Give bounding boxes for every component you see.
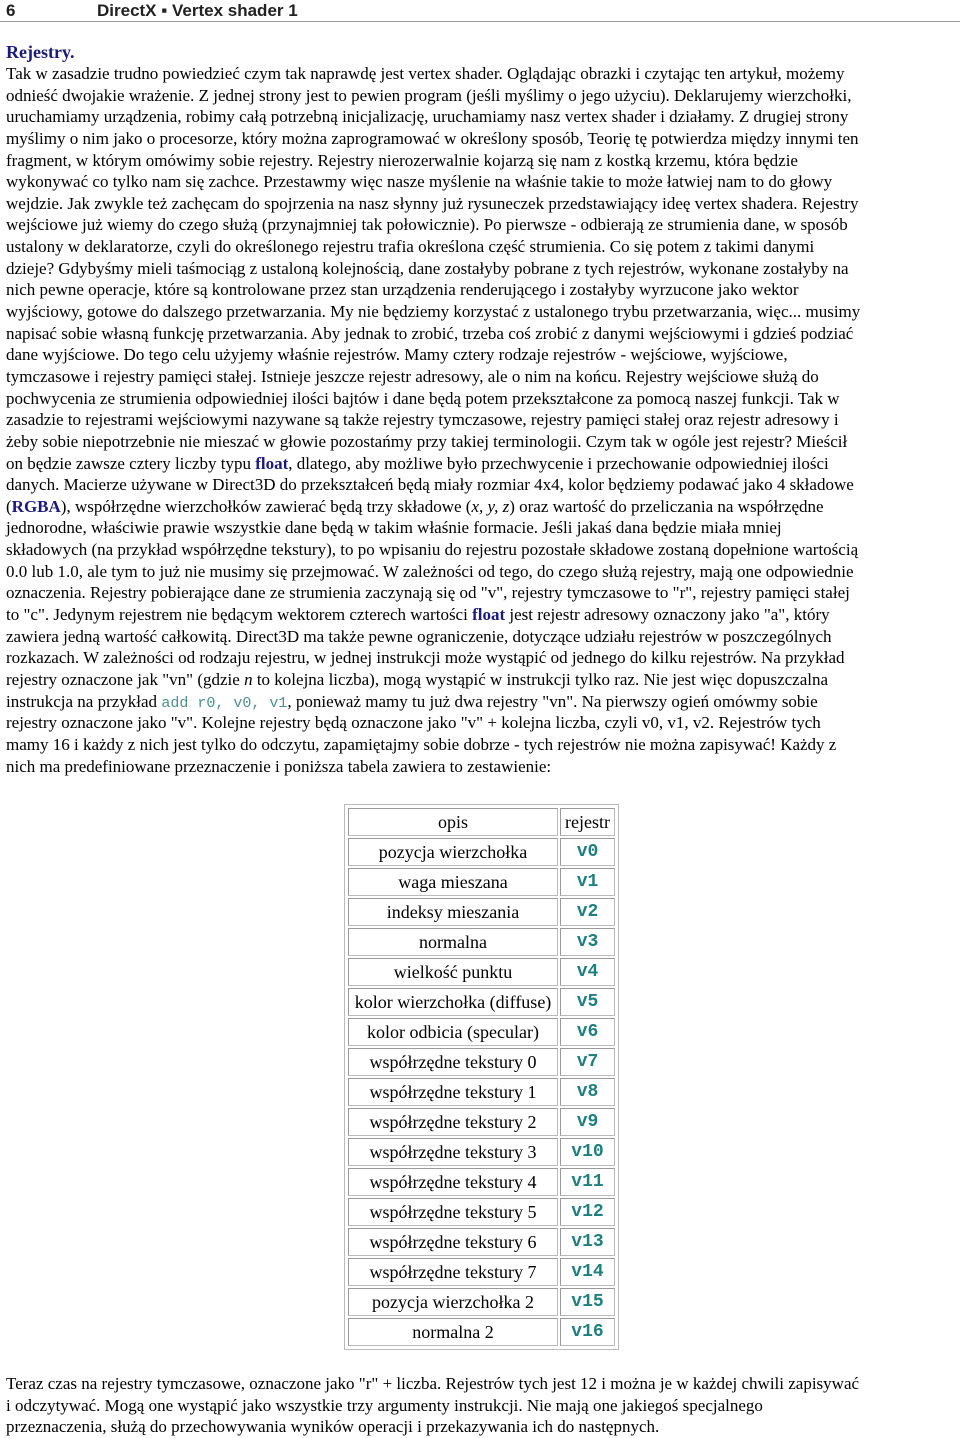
- text-run: odnieść dwojakie wrażenie. Z jednej strony jest to pewien program (jeśli myślimy o jego użyciu). Deklarujemy wierzchołki,: [6, 85, 852, 105]
- keyword: float: [255, 453, 289, 473]
- text-line: [6, 517, 956, 539]
- text-line: [6, 388, 956, 410]
- text-run: ) oraz wartość do przeliczania na współrzędne: [509, 496, 824, 516]
- header-cell-rejestr: rejestr: [560, 808, 615, 836]
- text-line: [6, 1416, 956, 1438]
- page-header: [0, 0, 960, 22]
- keyword: float: [472, 605, 506, 625]
- table-header-row: [348, 808, 615, 836]
- text-run: wejdzie. Jak zwykle też zachęcam do spojrzenia na nasz słynny już rysuneczek przedstawiający ideę vertex shadera. Rejestry: [6, 193, 859, 213]
- text-run: jest rejestr adresowy oznaczony jako "a", który: [505, 605, 830, 625]
- text-line: [6, 85, 956, 107]
- text-line: [6, 453, 956, 475]
- text-run: , ponieważ mamy tu już dwa rejestry "vn". Na pierwszy ogień omówmy sobie: [287, 691, 818, 711]
- text-line: [6, 193, 956, 215]
- text-line: [6, 236, 956, 258]
- text-line: [6, 669, 956, 691]
- table-row: [348, 898, 615, 926]
- register-cell: v11: [560, 1168, 615, 1196]
- keyword: RGBA: [11, 496, 61, 516]
- text-run: żeby sobie niepotrzebnie nie mieszać w głowie pozostańmy przy takiej terminologii. Czym tak w ogóle jest rejestr? Mieścił: [6, 431, 848, 451]
- description-cell: kolor odbicia (specular): [348, 1018, 558, 1046]
- text-line: [6, 431, 956, 453]
- table-row: [348, 928, 615, 956]
- table-row: [348, 1078, 615, 1106]
- register-cell: v12: [560, 1198, 615, 1226]
- text-run: dzieje? Gdybyśmy mieli taśmociąg z ustaloną kolejnością, dane zostałyby pobrane z tych rejestrów, wykonane zostałyby na: [6, 258, 849, 278]
- register-cell: v0: [560, 838, 615, 866]
- text-line: [6, 1395, 956, 1417]
- text-run: zasadzie to rejestrami wejściowymi nazywane są także rejestry tymczasowe, rejestry pamięci stałej oraz rejestr adresowy i: [6, 410, 839, 430]
- register-cell: v14: [560, 1258, 615, 1286]
- text-line: [6, 756, 956, 778]
- register-cell: v2: [560, 898, 615, 926]
- register-cell: v16: [560, 1318, 615, 1346]
- text-run: ), współrzędne wierzchołków zawierać będą trzy składowe (: [60, 496, 472, 516]
- text-run: pochwycenia ze strumienia odpowiedniej ilości bajtów i dane będą potem przekształcone za pomocą naszej funkcji. Tak w: [6, 388, 840, 408]
- text-run: 0.0 lub 1.0, ale tym to już nie musimy się przejmować. W zależności od tego, do czego służą rejestry, mają one odpowiednie: [6, 561, 854, 581]
- table-row: [348, 1108, 615, 1136]
- description-cell: pozycja wierzchołka 2: [348, 1288, 558, 1316]
- section-heading: Rejestry.: [6, 42, 75, 62]
- text-run: wykonywać co tylko nam się zachce. Przestawmy więc nasze myślenie na właśnie takie to może łatwiej nam to do głowy: [6, 172, 833, 192]
- text-run: wejściowe już wiemy do czego służą (przynajmniej tak połowicznie). Po pierwsze - odbierają ze strumienia dane, w sposób: [6, 215, 848, 235]
- text-run: fragment, w którym omówimy sobie rejestry. Rejestry nierozerwalnie kojarzą się nam z kostką krzemu, która będzie: [6, 150, 798, 170]
- text-run: tymczasowe i rejestry pamięci stałej. Istnieje jeszcze rejestr adresowy, ale o nim na końcu. Rejestry wejściowe służą do: [6, 366, 819, 386]
- footer-paragraph: [6, 1373, 956, 1438]
- text-run: składowych (na przykład współrzędne tekstury), to po wpisaniu do rejestru pozostałe składowe zostaną dopełnione wartością: [6, 540, 859, 560]
- description-cell: pozycja wierzchołka: [348, 838, 558, 866]
- register-cell: v13: [560, 1228, 615, 1256]
- table-row: [348, 1198, 615, 1226]
- text-line: [6, 106, 956, 128]
- register-cell: v8: [560, 1078, 615, 1106]
- text-run: dane wyjściowe. Do tego celu użyjemy właśnie rejestrów. Mamy cztery rodzaje rejestrów - wejściowe, wyjściowe,: [6, 345, 788, 365]
- page-number: 6: [6, 1, 16, 20]
- text-run: wyjściowy, gotowe do dalszego przetwarzania. My nie będziemy korzystać z ustalonego trybu przetwarzania, więc... musimy: [6, 302, 861, 322]
- description-cell: współrzędne tekstury 3: [348, 1138, 558, 1166]
- text-run: rejestry oznaczone jak "vn" (gdzie: [6, 669, 245, 689]
- header-cell-opis: opis: [348, 808, 558, 836]
- text-line: [6, 496, 956, 518]
- text-run: Teraz czas na rejestry tymczasowe, oznaczone jako "r" + liczba. Rejestrów tych jest 12 i można je w każdej chwili zapisywać: [6, 1374, 860, 1393]
- text-run: to kolejna liczba), mogą wystąpić w instrukcji tylko raz. Nie jest więc dopuszczalna: [252, 669, 829, 689]
- text-line: [6, 301, 956, 323]
- text-run: nich ma predefiniowane przeznaczenie i poniższa tabela zawiera to zestawienie:: [6, 756, 552, 776]
- table-row: [348, 1048, 615, 1076]
- register-cell: v3: [560, 928, 615, 956]
- body-paragraph: [6, 63, 956, 777]
- register-cell: v9: [560, 1108, 615, 1136]
- text-run: mamy 16 i każdy z nich jest tylko do odczytu, zapamiętajmy sobie dobrze - tych rejestrów nie można zapisywać! Każdy z: [6, 734, 837, 754]
- text-line: [6, 344, 956, 366]
- table-row: [348, 838, 615, 866]
- register-cell: v15: [560, 1288, 615, 1316]
- table-row: [348, 958, 615, 986]
- text-line: [6, 63, 956, 85]
- text-line: [6, 474, 956, 496]
- text-line: [6, 409, 956, 431]
- text-run: zawiera jedną wartość całkowitą. Direct3D ma także pewne ograniczenie, dotyczące udziału rejestrów w poszczególnych: [6, 626, 832, 646]
- text-run: ustalony w deklaratorze, czyli do określonego rejestru trafia określona część strumienia. Co się potem z takimi danymi: [6, 237, 815, 257]
- description-cell: wielkość punktu: [348, 958, 558, 986]
- register-cell: v4: [560, 958, 615, 986]
- description-cell: normalna 2: [348, 1318, 558, 1346]
- text-line: [6, 626, 956, 648]
- text-line: [6, 604, 956, 626]
- description-cell: współrzędne tekstury 0: [348, 1048, 558, 1076]
- description-cell: normalna: [348, 928, 558, 956]
- inline-code: add r0, v0, v1: [161, 694, 288, 712]
- text-line: [6, 561, 956, 583]
- table-row: [348, 1138, 615, 1166]
- description-cell: kolor wierzchołka (diffuse): [348, 988, 558, 1016]
- text-run: i odczytywać. Mogą one wystąpić jako wszystkie trzy argumenty instrukcji. Nie mają one jakiegoś specjalnego: [6, 1395, 763, 1415]
- description-cell: współrzędne tekstury 7: [348, 1258, 558, 1286]
- text-line: [6, 734, 956, 756]
- description-cell: współrzędne tekstury 5: [348, 1198, 558, 1226]
- text-run: danych. Macierze używane w Direct3D do przekształceń będą miały rozmiar 4x4, kolor będziemy podawać jako 4 składowe: [6, 475, 854, 495]
- text-run: uruchamiamy urządzenia, robimy całą potrzebną inicjalizację, uruchamiamy nasz vertex shader i działamy. Z drugiej strony: [6, 107, 849, 127]
- running-title: DirectX ▪ Vertex shader 1: [97, 1, 298, 20]
- text-line: [6, 1373, 956, 1395]
- text-line: [6, 323, 956, 345]
- table-row: [348, 1018, 615, 1046]
- description-cell: współrzędne tekstury 4: [348, 1168, 558, 1196]
- text-run: myślimy o nim jako o procesorze, który można zaprogramować w określony sposób, Teorię tę potwierdza między innymi ten: [6, 128, 859, 148]
- text-line: [6, 366, 956, 388]
- text-run: napisać sobie własną funkcję przetwarzania. Aby jednak to zrobić, trzeba coś zrobić z danymi wejściowymi i gdzieś podziać: [6, 323, 854, 343]
- description-cell: współrzędne tekstury 1: [348, 1078, 558, 1106]
- text-line: [6, 582, 956, 604]
- table-row: [348, 988, 615, 1016]
- table-row: [348, 1258, 615, 1286]
- register-cell: v1: [560, 868, 615, 896]
- register-table: [344, 804, 619, 1350]
- text-line: [6, 128, 956, 150]
- text-run: n: [244, 669, 253, 689]
- text-line: [6, 712, 956, 734]
- text-run: nich pewne operacje, które są kontrolowane przez stan urządzenia renderującego i zostałyby wyrzucone jako wektor: [6, 280, 799, 300]
- register-cell: v5: [560, 988, 615, 1016]
- table-row: [348, 1288, 615, 1316]
- text-run: rozkazach. W zależności od rodzaju rejestru, w jednej instrukcji może wystąpić od jednego do kilku rejestrów. Na przykład: [6, 648, 845, 668]
- text-run: instrukcja na przykład: [6, 691, 162, 711]
- text-line: [6, 691, 956, 713]
- description-cell: współrzędne tekstury 2: [348, 1108, 558, 1136]
- table-row: [348, 1168, 615, 1196]
- text-run: oznaczenia. Rejestry pobierające dane ze strumienia zaczynają się od "v", rejestry tymczasowe to "r", rejestry pamięci stałej: [6, 583, 850, 603]
- text-line: [6, 258, 956, 280]
- description-cell: indeksy mieszania: [348, 898, 558, 926]
- text-line: [6, 647, 956, 669]
- register-cell: v10: [560, 1138, 615, 1166]
- text-run: rejestry oznaczone jako "v". Kolejne rejestry będą oznaczone jako "v" + kolejna liczba, czyli v0, v1, v2. Rejestrów tych: [6, 713, 821, 733]
- table-row: [348, 868, 615, 896]
- text-run: to "c". Jedynym rejestrem nie będącym wektorem czterech wartości: [6, 605, 473, 625]
- register-cell: v7: [560, 1048, 615, 1076]
- text-run: jednorodne, właściwie prawie wszystkie dane będą w takim właśnie formacie. Jeśli jakaś dana będzie miała mniej: [6, 518, 782, 538]
- description-cell: waga mieszana: [348, 868, 558, 896]
- table-row: [348, 1318, 615, 1346]
- description-cell: współrzędne tekstury 6: [348, 1228, 558, 1256]
- text-line: [6, 539, 956, 561]
- text-line: [6, 150, 956, 172]
- text-line: [6, 214, 956, 236]
- text-run: Tak w zasadzie trudno powiedzieć czym tak naprawdę jest vertex shader. Oglądając obrazki i czytając ten artykuł, możemy: [6, 64, 845, 83]
- register-cell: v6: [560, 1018, 615, 1046]
- table-row: [348, 1228, 615, 1256]
- text-run: , dlatego, aby możliwe było przechwycenie i przechowanie odpowiedniej ilości: [288, 453, 829, 473]
- text-line: [6, 279, 956, 301]
- text-run: x, y, z: [471, 496, 510, 516]
- text-run: (: [6, 496, 12, 516]
- text-run: przeznaczenia, służą do przechowywania wyników operacji i przekazywania ich do następnych.: [6, 1417, 660, 1437]
- text-line: [6, 171, 956, 193]
- text-run: on będzie zawsze cztery liczby typu: [6, 453, 256, 473]
